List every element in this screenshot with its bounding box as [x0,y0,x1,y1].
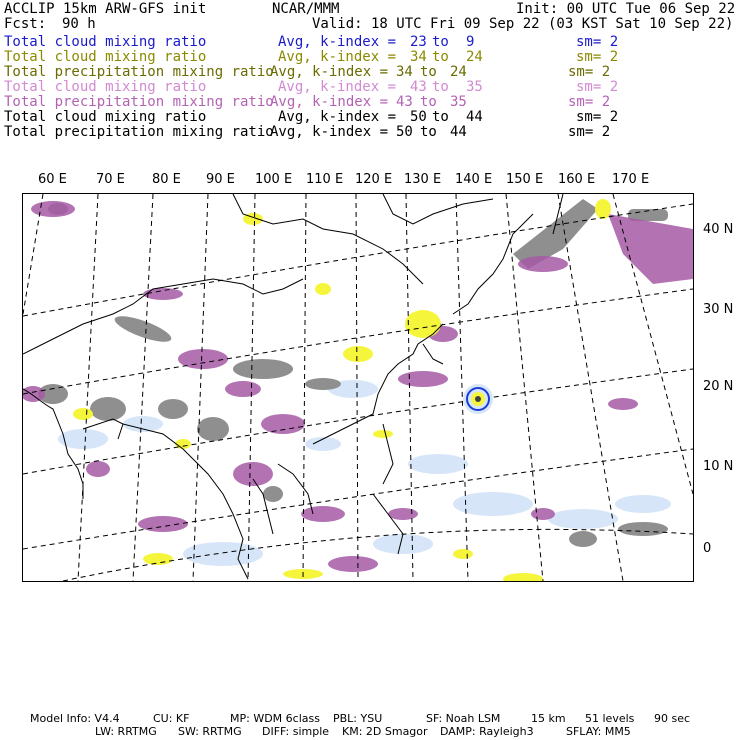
field-4-sm: sm= 2 [568,94,611,110]
field-5-avg: Avg, k-index = [278,109,397,125]
field-2-k1: 34 [396,64,413,80]
field-1-avg: Avg, k-index = [278,49,397,65]
lon-label-80e: 80 E [152,172,181,187]
field-0-name: Total cloud mixing ratio [4,34,207,50]
lat-label-10n: 10 N [703,459,734,474]
field-0-to: to [432,34,449,50]
field-1-k1: 34 [410,49,427,65]
field-1-k2: 24 [466,49,483,65]
footer-levels: 51 levels [585,712,635,725]
footer-km: KM: 2D Smagor [342,725,428,738]
field-0-avg: Avg, k-index = [278,34,397,50]
lon-label-150e: 150 E [506,172,544,187]
field-2-avg: Avg, k-index = [270,64,389,80]
lat-label-0: 0 [703,541,712,556]
field-2-name: Total precipitation mixing ratio [4,64,274,80]
lon-label-70e: 70 E [96,172,125,187]
footer-mp: MP: WDM 6class [230,712,320,725]
footer-pbl: PBL: YSU [333,712,383,725]
field-6-k2: 44 [450,124,467,140]
lon-label-100e: 100 E [255,172,293,187]
forecast-label: Fcst: [4,16,47,32]
field-4-name: Total precipitation mixing ratio [4,94,274,110]
field-5-sm: sm= 2 [576,109,619,125]
field-0-k2: 9 [466,34,475,50]
footer-model-info: Model Info: V4.4 [30,712,120,725]
footer-damp: DAMP: Rayleigh3 [440,725,534,738]
footer-sw: SW: RRTMG [178,725,242,738]
organization: NCAR/MMM [272,1,340,17]
footer-sf: SF: Noah LSM [426,712,501,725]
map-canvas [23,194,693,581]
forecast-hours: 90 h [62,16,96,32]
field-2-to: to [420,64,437,80]
field-3-sm: sm= 2 [576,79,619,95]
lon-label-170e: 170 E [612,172,650,187]
lon-label-60e: 60 E [38,172,67,187]
model-title: ACCLIP 15km ARW-GFS init [4,1,207,17]
footer-timestep: 90 sec [654,712,691,725]
footer-lw: LW: RRTMG [95,725,157,738]
field-4-k1: 43 [396,94,413,110]
field-6-name: Total precipitation mixing ratio [4,124,274,140]
typhoon-eye [463,384,493,414]
lon-label-90e: 90 E [206,172,235,187]
field-1-name: Total cloud mixing ratio [4,49,207,65]
field-3-name: Total cloud mixing ratio [4,79,207,95]
field-0-sm: sm= 2 [576,34,619,50]
field-6-to: to [420,124,437,140]
field-6-k1: 50 [396,124,413,140]
field-3-k2: 35 [466,79,483,95]
valid-time: Valid: 18 UTC Fri 09 Sep 22 (03 KST Sat 10 Sep 22) [312,16,734,32]
field-1-sm: sm= 2 [576,49,619,65]
field-5-to: to [432,109,449,125]
field-6-avg: Avg, k-index = [270,124,389,140]
field-4-to: to [420,94,437,110]
field-1-to: to [432,49,449,65]
map-panel [22,193,694,582]
field-2-k2: 24 [450,64,467,80]
field-5-k1: 50 [410,109,427,125]
field-5-k2: 44 [466,109,483,125]
lon-label-140e: 140 E [455,172,493,187]
lat-label-20n: 20 N [703,379,734,394]
field-6-sm: sm= 2 [568,124,611,140]
field-3-to: to [432,79,449,95]
lon-label-120e: 120 E [355,172,393,187]
field-3-k1: 43 [410,79,427,95]
lat-label-40n: 40 N [703,222,734,237]
field-3-avg: Avg, k-index = [278,79,397,95]
lon-label-160e: 160 E [558,172,596,187]
init-time: Init: 00 UTC Tue 06 Sep 22 [516,1,736,17]
lat-label-30n: 30 N [703,302,734,317]
footer-cu: CU: KF [153,712,190,725]
lon-label-130e: 130 E [404,172,442,187]
field-5-name: Total cloud mixing ratio [4,109,207,125]
footer-sflay: SFLAY: MM5 [566,725,631,738]
footer-resolution: 15 km [531,712,566,725]
field-0-k1: 23 [410,34,427,50]
field-4-avg: Avg, k-index = [270,94,389,110]
grey-cloud-areas [38,199,668,547]
footer-diff: DIFF: simple [262,725,330,738]
field-2-sm: sm= 2 [568,64,611,80]
lon-label-110e: 110 E [306,172,344,187]
field-4-k2: 35 [450,94,467,110]
